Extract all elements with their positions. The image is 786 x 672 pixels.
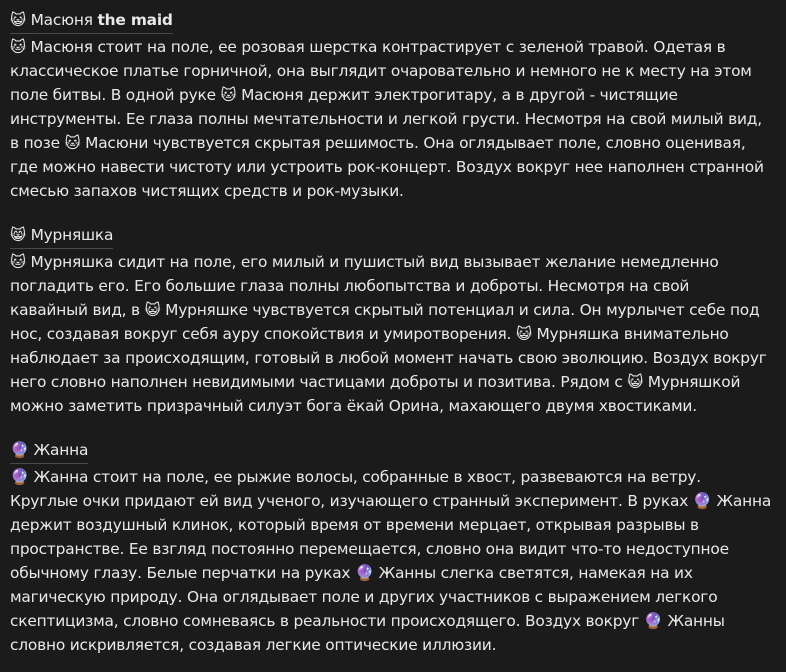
text-line: классическое платье горничной, она выглядит очаровательно и немного не к месту на этом [10, 62, 752, 80]
text-line: где можно навести чистоту или устроить рок-концерт. Воздух вокруг нее наполнен странной [10, 158, 764, 176]
text-line: наблюдает за происходящим, готовый в любой момент начать свою эволюцию. Воздух вокруг [10, 349, 767, 367]
character-title: the maid [97, 11, 173, 29]
text-line: погладить его. Его большие глаза полны любопытства и доброты. Несмотря на свой [10, 277, 690, 295]
text-line: словно искривляется, создавая легкие оптические иллюзии. [10, 636, 497, 654]
character-name: Жанна [33, 441, 89, 459]
character-name: Масюня [30, 11, 93, 29]
text-line: можно заметить призрачный силуэт бога ёкай Орина, махающего двумя хвостиками. [10, 397, 697, 415]
text-line: Круглые очки придают ей вид ученого, изучающего странный эксперимент. В руках 🔮 Жанна [10, 492, 772, 510]
text-line: 🐱 Масюня стоит на поле, ее розовая шерстка контрастирует с зеленой травой. Одетая в [10, 38, 726, 56]
text-line: держит воздушный клинок, который время от времени мерцает, открывая разрывы в [10, 516, 699, 534]
character-section-murnyashka [10, 223, 780, 418]
crystal-ball-icon: 🔮 [10, 441, 29, 459]
character-description [10, 465, 780, 657]
character-heading [10, 223, 113, 249]
character-section-zhanna [10, 438, 780, 657]
text-line: кавайный вид, в 😺 Мурняшке чувствуется скрытый потенциал и сила. Он мурлычет себе под [10, 301, 760, 319]
text-line: обычному глазу. Белые перчатки на руках 🔮 Жанны слегка светятся, намекая на их [10, 564, 693, 582]
text-line: нос, создавая вокруг себя ауру спокойствия и умиротворения. 😺 Мурняшка внимательно [10, 325, 729, 343]
character-description [10, 250, 780, 418]
character-name: Мурняшка [30, 226, 114, 244]
cat-icon: 😸 [10, 226, 26, 244]
text-line: смесью запахов чистящих средств и рок-музыки. [10, 182, 404, 200]
text-line: него словно наполнен невидимыми частицами доброты и позитива. Рядом с 😺 Мурняшкой [10, 373, 741, 391]
text-line: инструменты. Ее глаза полны мечтательности и легкой грусти. Несмотря на свой милый вид, [10, 110, 762, 128]
text-line: 🐱 Мурняшка сидит на поле, его милый и пушистый вид вызывает желание немедленно [10, 253, 719, 271]
text-line: 🔮 Жанна стоит на поле, ее рыжие волосы, собранные в хвост, развеваются на ветру. [10, 468, 701, 486]
text-line: магическую природу. Она оглядывает поле и других участников с выражением легкого [10, 588, 718, 606]
character-description [10, 35, 780, 203]
text-line: пространстве. Ее взгляд постоянно перемещается, словно она видит что-то недоступное [10, 540, 729, 558]
text-line: скептицизма, словно сомневаясь в реальности происходящего. Воздух вокруг 🔮 Жанны [10, 612, 725, 630]
character-heading [10, 438, 88, 464]
character-section-masyunya [10, 8, 780, 203]
character-heading [10, 8, 173, 34]
cat-icon: 😺 [10, 11, 26, 29]
text-line: в позе 🐱 Масюни чувствуется скрытая решимость. Она оглядывает поле, словно оценивая, [10, 134, 746, 152]
text-line: поле битвы. В одной руке 🐱 Масюня держит электрогитару, а в другой - чистящие [10, 86, 678, 104]
